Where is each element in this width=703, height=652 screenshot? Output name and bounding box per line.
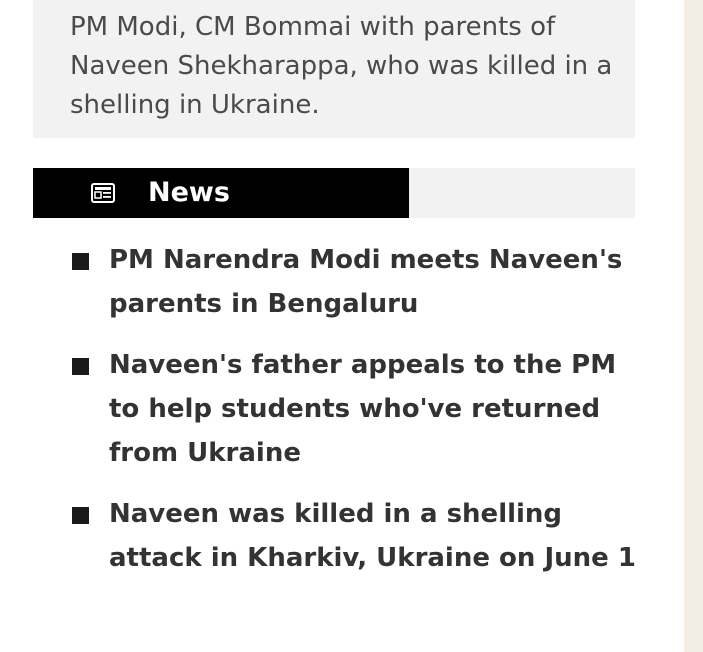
bullet-text: Naveen's father appeals to the PM to help students who've returned from Ukraine xyxy=(109,350,617,468)
bullet-text: Naveen was killed in a shelling attack in Kharkiv, Ukraine on June 1 xyxy=(109,499,636,573)
bullet-square-icon xyxy=(72,253,89,270)
image-caption xyxy=(33,0,635,138)
list-item xyxy=(0,492,640,580)
news-tab xyxy=(33,168,409,218)
news-bullet-list xyxy=(0,238,640,597)
news-label: News xyxy=(148,177,230,208)
bullet-square-icon xyxy=(72,507,89,524)
newspaper-icon xyxy=(91,183,115,203)
caption-text: PM Modi, CM Bommai with parents of Naveen Shekharappa, who was killed in a shelling in Ukraine. xyxy=(70,12,613,120)
list-item xyxy=(0,238,640,326)
bullet-text: PM Narendra Modi meets Naveen's parents in Bengaluru xyxy=(109,245,623,319)
news-section-header xyxy=(33,168,635,218)
bullet-square-icon xyxy=(72,358,89,375)
list-item xyxy=(0,343,640,475)
side-margin xyxy=(684,0,703,652)
